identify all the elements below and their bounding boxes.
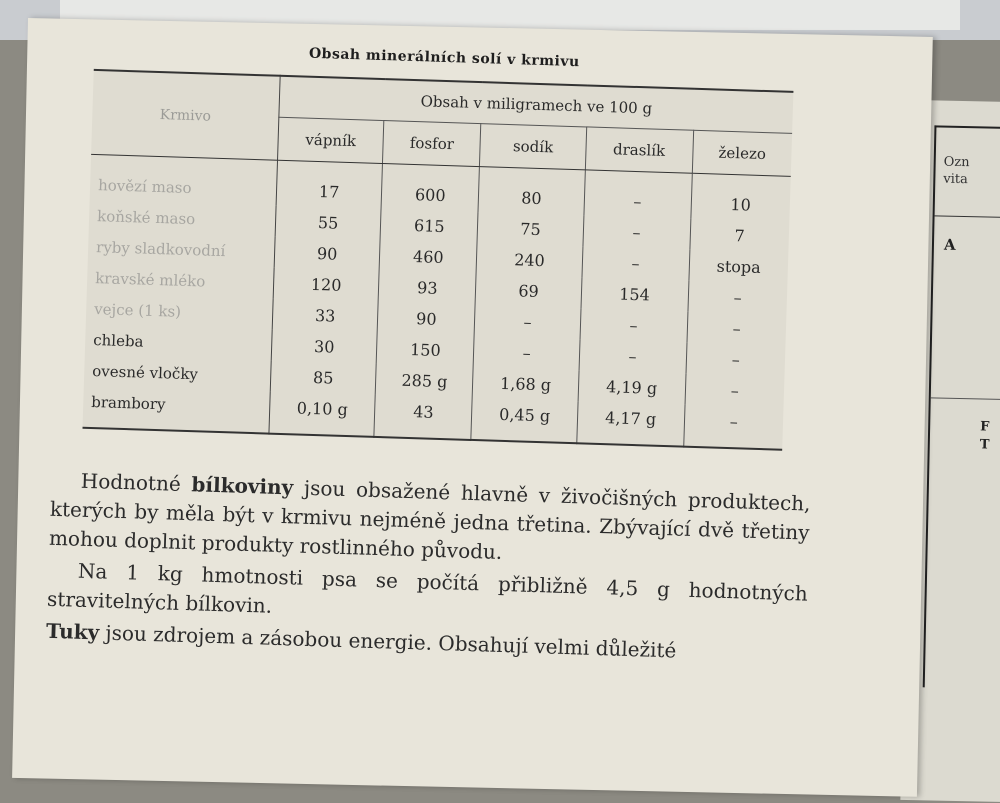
right-table-rule bbox=[935, 215, 1000, 219]
cell-value: 90 bbox=[377, 302, 475, 336]
cell-value: 93 bbox=[378, 271, 476, 305]
cell-value: 17 bbox=[276, 160, 383, 209]
cell-value: 1,68 g bbox=[473, 367, 579, 401]
cell-value: 615 bbox=[380, 209, 478, 243]
text-span: jsou obsažené hlavně v živočišných produktech, kterých by měla být v krmivu nejméně jedna třetina. Zbývající dvě třetiny mohou doplnit produkty rostlinného původu. bbox=[48, 475, 811, 564]
cell-value: 0,45 g bbox=[471, 398, 577, 443]
row-feed-name: hovězí maso bbox=[90, 154, 278, 205]
right-header-line: vita bbox=[943, 171, 968, 188]
row-feed-name: kravské mléko bbox=[87, 262, 274, 299]
bold-term-proteins: bílkoviny bbox=[191, 472, 294, 500]
cell-value: 33 bbox=[272, 299, 378, 333]
cell-value: 120 bbox=[273, 268, 379, 302]
cell-value: 4,19 g bbox=[578, 370, 686, 404]
left-page-content bbox=[46, 30, 825, 673]
cell-value: 4,17 g bbox=[576, 401, 684, 446]
paragraph-protein-amount: Na 1 kg hmotnosti psa se počítá přibližně 4,5 g hodnotných stravitelných bílkovin. bbox=[46, 558, 809, 618]
right-table-letter: A bbox=[943, 235, 956, 254]
table-title: Obsah minerálních solí v krmivu bbox=[308, 45, 580, 71]
cell-value: – bbox=[584, 170, 692, 219]
cell-value: 240 bbox=[476, 243, 582, 277]
feed-column-header: Krmivo bbox=[91, 70, 280, 160]
cell-value: 90 bbox=[274, 237, 380, 271]
row-feed-name: chleba bbox=[85, 324, 272, 361]
cell-value: 55 bbox=[275, 206, 381, 240]
bold-term-fats: Tuky bbox=[45, 618, 100, 645]
cell-value: 285 g bbox=[375, 364, 473, 398]
cell-value: – bbox=[731, 350, 741, 370]
cell-value: 150 bbox=[376, 333, 474, 367]
cell-value: – bbox=[474, 336, 580, 370]
cell-value: 0,10 g bbox=[269, 392, 375, 437]
column-header-sodium: sodík bbox=[480, 124, 586, 170]
row-feed-name: koňské maso bbox=[89, 200, 276, 237]
minerals-table bbox=[82, 69, 793, 451]
cell-value: 75 bbox=[477, 212, 583, 246]
right-table-header bbox=[943, 154, 970, 189]
cell-value: 600 bbox=[381, 164, 480, 213]
cell-value: – bbox=[580, 308, 688, 342]
cell-value: 7 bbox=[734, 226, 746, 246]
cell-value: – bbox=[729, 412, 739, 432]
right-table-rule bbox=[931, 397, 1000, 401]
cell-value: – bbox=[732, 319, 742, 339]
row-feed-name: vejce (1 ks) bbox=[86, 293, 273, 330]
text-span: Hodnotné bbox=[80, 468, 192, 497]
row-feed-name: brambory bbox=[83, 386, 271, 434]
row-feed-name: ryby sladkovodní bbox=[88, 231, 275, 268]
column-header-potassium: draslík bbox=[585, 127, 693, 173]
cell-value: – bbox=[733, 288, 742, 308]
cell-value: 69 bbox=[476, 274, 582, 308]
column-header-calcium: vápník bbox=[278, 117, 384, 163]
right-page-table bbox=[923, 125, 1000, 690]
right-table-letters bbox=[980, 418, 990, 454]
text-span: jsou zdrojem a zásobou energie. Obsahují velmi důležité bbox=[98, 620, 677, 663]
column-header-iron: železo bbox=[692, 130, 792, 176]
cell-value: – bbox=[579, 339, 687, 373]
cell-value: stopa bbox=[716, 256, 761, 277]
right-letter: T bbox=[979, 437, 990, 453]
row-feed-name: ovesné vločky bbox=[84, 355, 271, 392]
content-group-header: Obsah v miligramech ve 100 g bbox=[279, 76, 794, 134]
cell-value: – bbox=[583, 215, 691, 249]
cell-value: 43 bbox=[374, 395, 473, 440]
cell-value: – bbox=[475, 305, 581, 339]
right-letter: F bbox=[980, 419, 990, 435]
cell-value: 80 bbox=[478, 167, 585, 216]
body-text bbox=[46, 466, 811, 670]
cell-value: – bbox=[730, 381, 740, 401]
cell-value: 30 bbox=[271, 330, 377, 364]
right-header-line: Ozn bbox=[943, 154, 970, 171]
cell-value: 154 bbox=[581, 277, 689, 311]
cell-value: – bbox=[582, 246, 690, 280]
cell-value: 10 bbox=[730, 194, 752, 215]
cell-value: 85 bbox=[270, 361, 376, 395]
cell-value: 460 bbox=[379, 240, 477, 274]
column-header-phosphorus: fosfor bbox=[383, 121, 482, 167]
